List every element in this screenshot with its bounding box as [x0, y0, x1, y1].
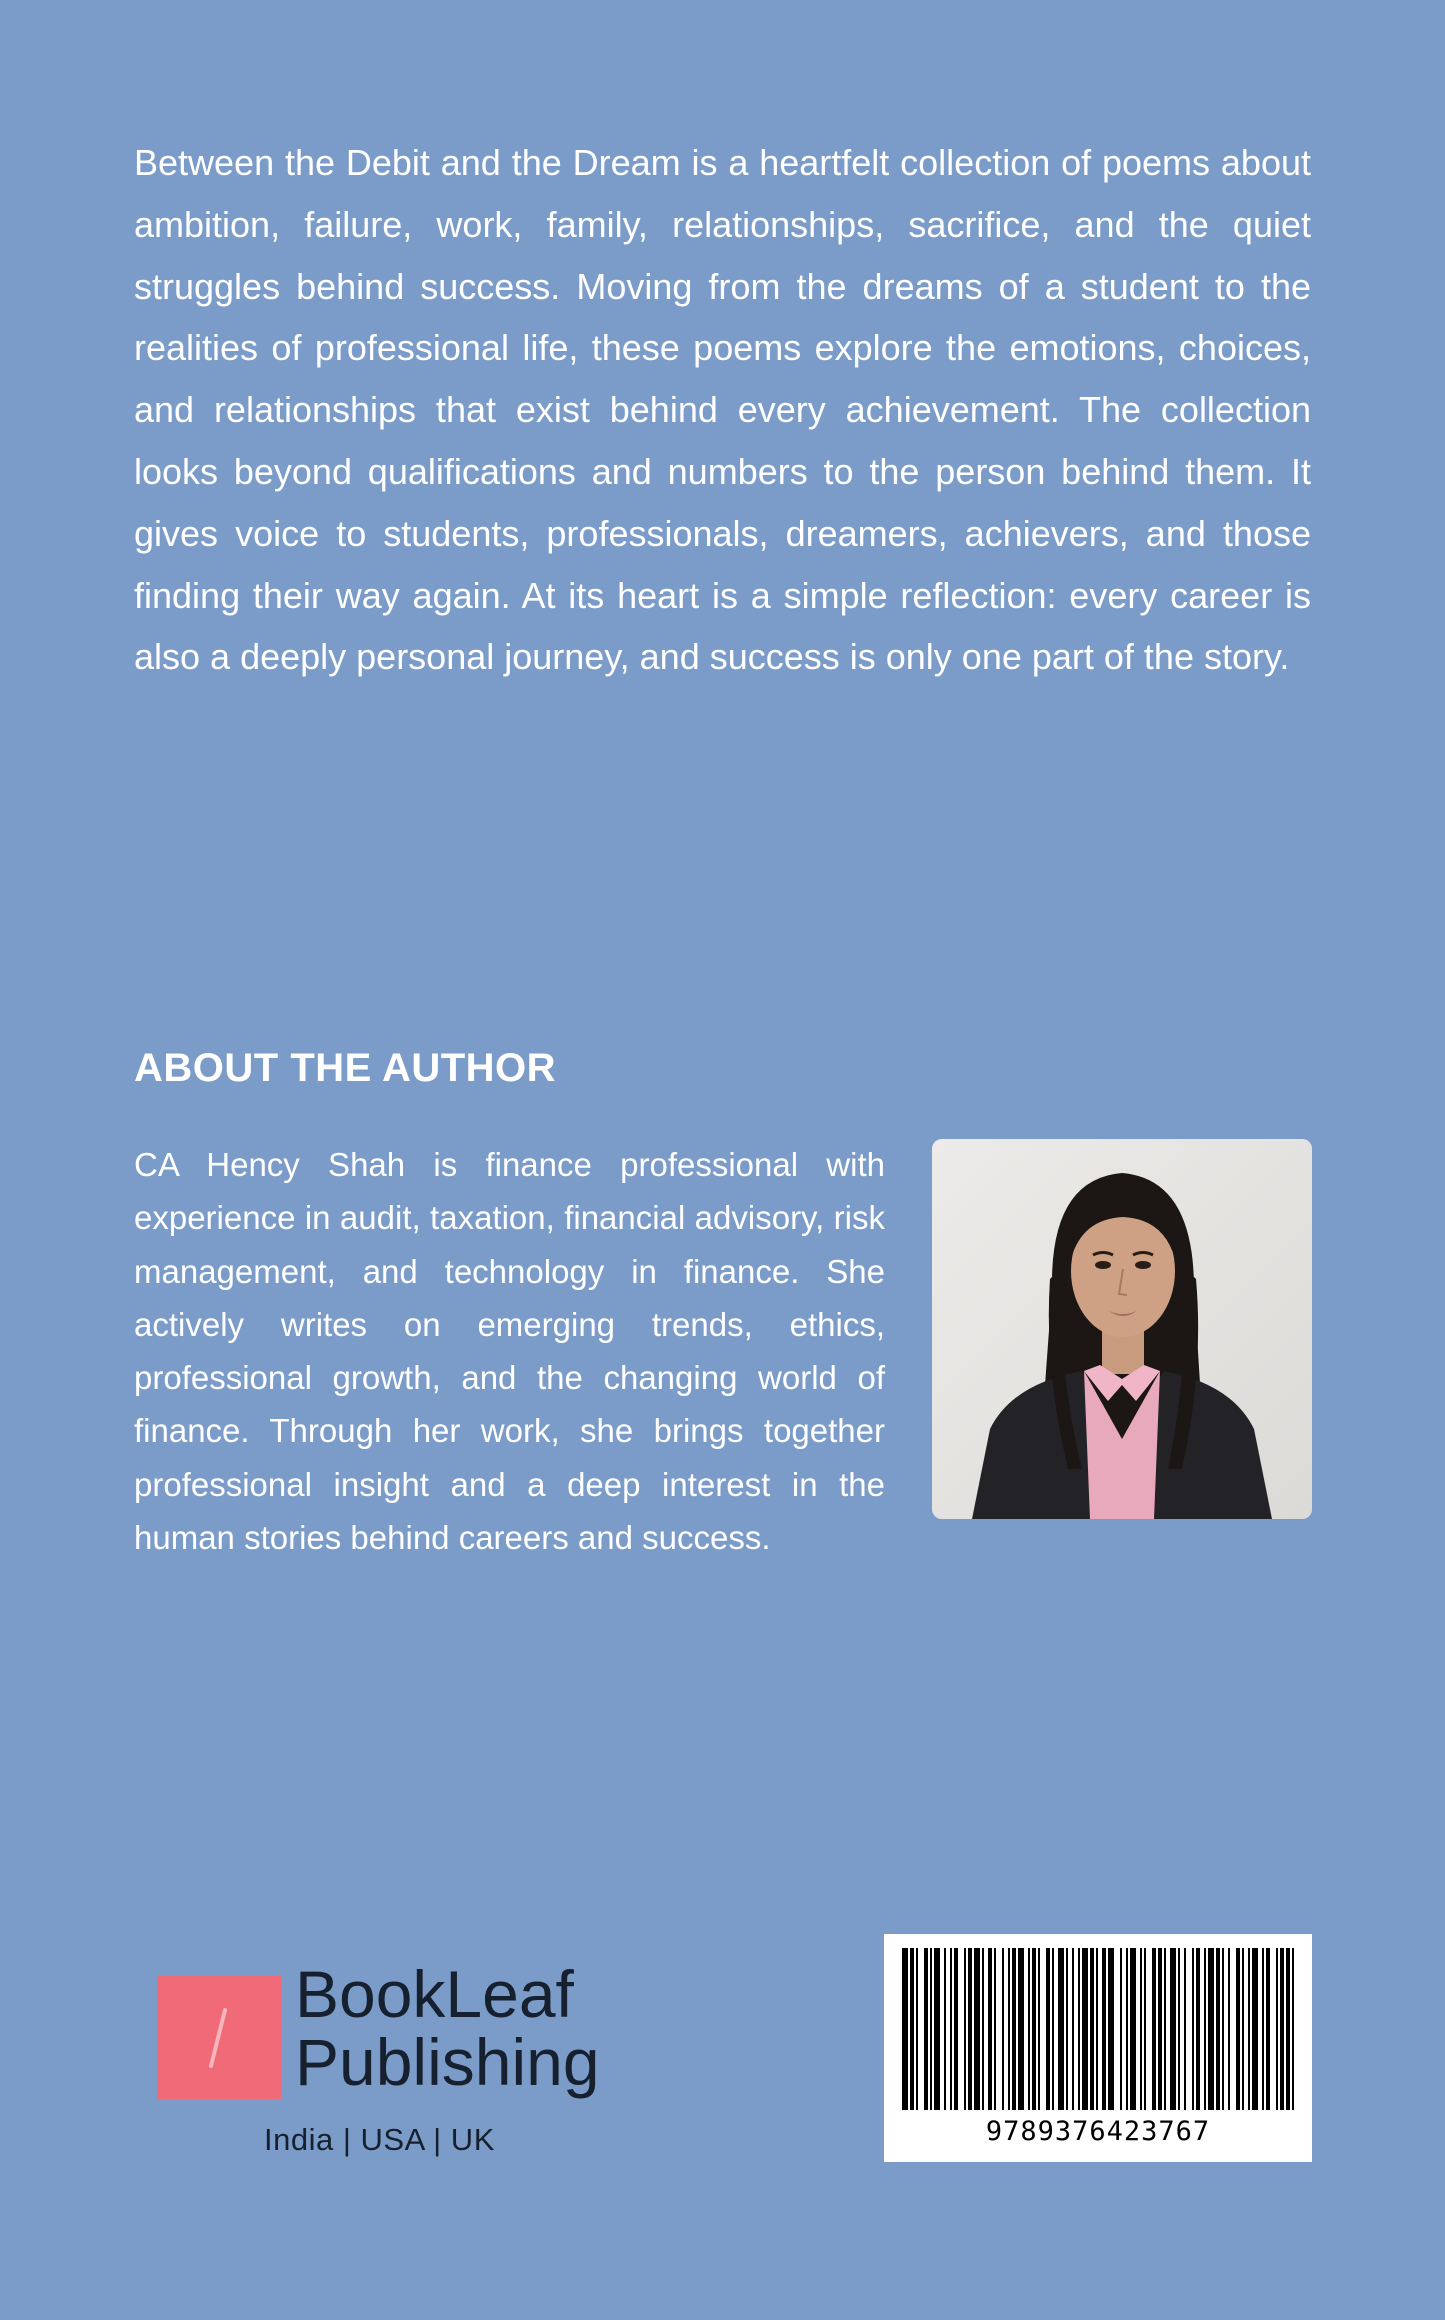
author-photo — [932, 1139, 1312, 1519]
barcode-bar — [1204, 1948, 1206, 2110]
publisher-name-line2: Publishing — [295, 2025, 600, 2099]
barcode-bar — [1028, 1948, 1030, 2110]
barcode-bar — [1164, 1948, 1166, 2110]
barcode-bar — [1018, 1948, 1024, 2110]
barcode-bar — [1192, 1948, 1194, 2110]
barcode-bar — [1038, 1948, 1040, 2110]
barcode-bar — [1276, 1948, 1278, 2110]
barcode-bar — [1236, 1948, 1240, 2110]
barcode-bar — [1196, 1948, 1200, 2110]
barcode-bar — [934, 1948, 940, 2110]
about-author-heading: ABOUT THE AUTHOR — [134, 1046, 557, 1090]
barcode-bar — [1170, 1948, 1176, 2110]
publisher-name-line1: BookLeaf — [295, 1957, 574, 2031]
barcode-bar — [1144, 1948, 1146, 2110]
barcode-bar — [1280, 1948, 1284, 2110]
barcode-bar — [1140, 1948, 1142, 2110]
barcode-bar — [1292, 1948, 1294, 2110]
author-bio: CA Hency Shah is finance professional with experience in audit, taxation, financial advisory, risk management, and technology in finance. She actively writes on emerging trends, ethics, professional growth, and the changing world of finance. Through her work, she brings together professional insight and a deep interest in the human stories behind careers and success. — [134, 1146, 885, 1557]
barcode-bar — [944, 1948, 946, 2110]
barcode-bar — [954, 1948, 958, 2110]
barcode-bar — [994, 1948, 996, 2110]
barcode-bar — [1248, 1948, 1250, 2110]
barcode-bar — [1090, 1948, 1094, 2110]
barcode-bar — [1130, 1948, 1136, 2110]
barcode-bar — [988, 1948, 992, 2110]
barcode-bar — [1152, 1948, 1156, 2110]
barcode-bar — [1126, 1948, 1128, 2110]
barcode-bar — [1262, 1948, 1264, 2110]
barcode-bar — [1096, 1948, 1098, 2110]
barcode-bar — [902, 1948, 908, 2110]
barcode-bar — [982, 1948, 984, 2110]
barcode-bar — [1252, 1948, 1258, 2110]
isbn-barcode — [884, 1934, 1312, 2162]
barcode-bar — [1242, 1948, 1244, 2110]
barcode-bar — [1008, 1948, 1010, 2110]
barcode-bar — [1286, 1948, 1290, 2110]
barcode-bar — [1266, 1948, 1270, 2110]
book-blurb: Between the Debit and the Dream is a heartfelt collection of poems about ambition, failure, work, family, relationships, sacrifice, and the quiet struggles behind success. Moving from the dreams of a student to the realities of professional life, these poems explore the emotions, choices, and relationships that exist behind every achievement. The collection looks beyond qualifications and numbers to the person behind them. It gives voice to students, professionals, dreamers, achievers, and those finding their way again. At its heart is a simple reflection: every career is also a deeply personal journey, and success is only one part of the story. — [134, 142, 1311, 678]
barcode-bar — [1052, 1948, 1054, 2110]
barcode-bar — [930, 1948, 932, 2110]
publisher-logo-icon — [157, 1976, 281, 2099]
barcode-bar — [916, 1948, 918, 2110]
barcode-bar — [964, 1948, 966, 2110]
barcode-bar — [1046, 1948, 1050, 2110]
barcode-bar — [1032, 1948, 1036, 2110]
barcode-bar — [1228, 1948, 1230, 2110]
barcode-bar — [1066, 1948, 1068, 2110]
barcode-bar — [1078, 1948, 1080, 2110]
barcode-bar — [1178, 1948, 1180, 2110]
barcode-bar — [1002, 1948, 1004, 2110]
barcode-bar — [974, 1948, 980, 2110]
barcode-bar — [950, 1948, 952, 2110]
barcode-bar — [1072, 1948, 1074, 2110]
barcode-bar — [910, 1948, 914, 2110]
barcode-bar — [1058, 1948, 1064, 2110]
barcode-bar — [924, 1948, 928, 2110]
barcode-bar — [1216, 1948, 1220, 2110]
barcode-bar — [1082, 1948, 1088, 2110]
barcode-bar — [1184, 1948, 1186, 2110]
barcode-bar — [1158, 1948, 1162, 2110]
barcode-bar — [1120, 1948, 1122, 2110]
barcode-bar — [1222, 1948, 1224, 2110]
publisher-regions: India | USA | UK — [264, 2122, 495, 2157]
isbn-number: 9789376423767 — [985, 2116, 1211, 2147]
barcode-bar — [1102, 1948, 1106, 2110]
barcode-bar — [968, 1948, 972, 2110]
barcode-bar — [1108, 1948, 1114, 2110]
publisher-name — [295, 1957, 600, 2099]
barcode-bar — [1012, 1948, 1016, 2110]
barcode-bar — [1208, 1948, 1214, 2110]
